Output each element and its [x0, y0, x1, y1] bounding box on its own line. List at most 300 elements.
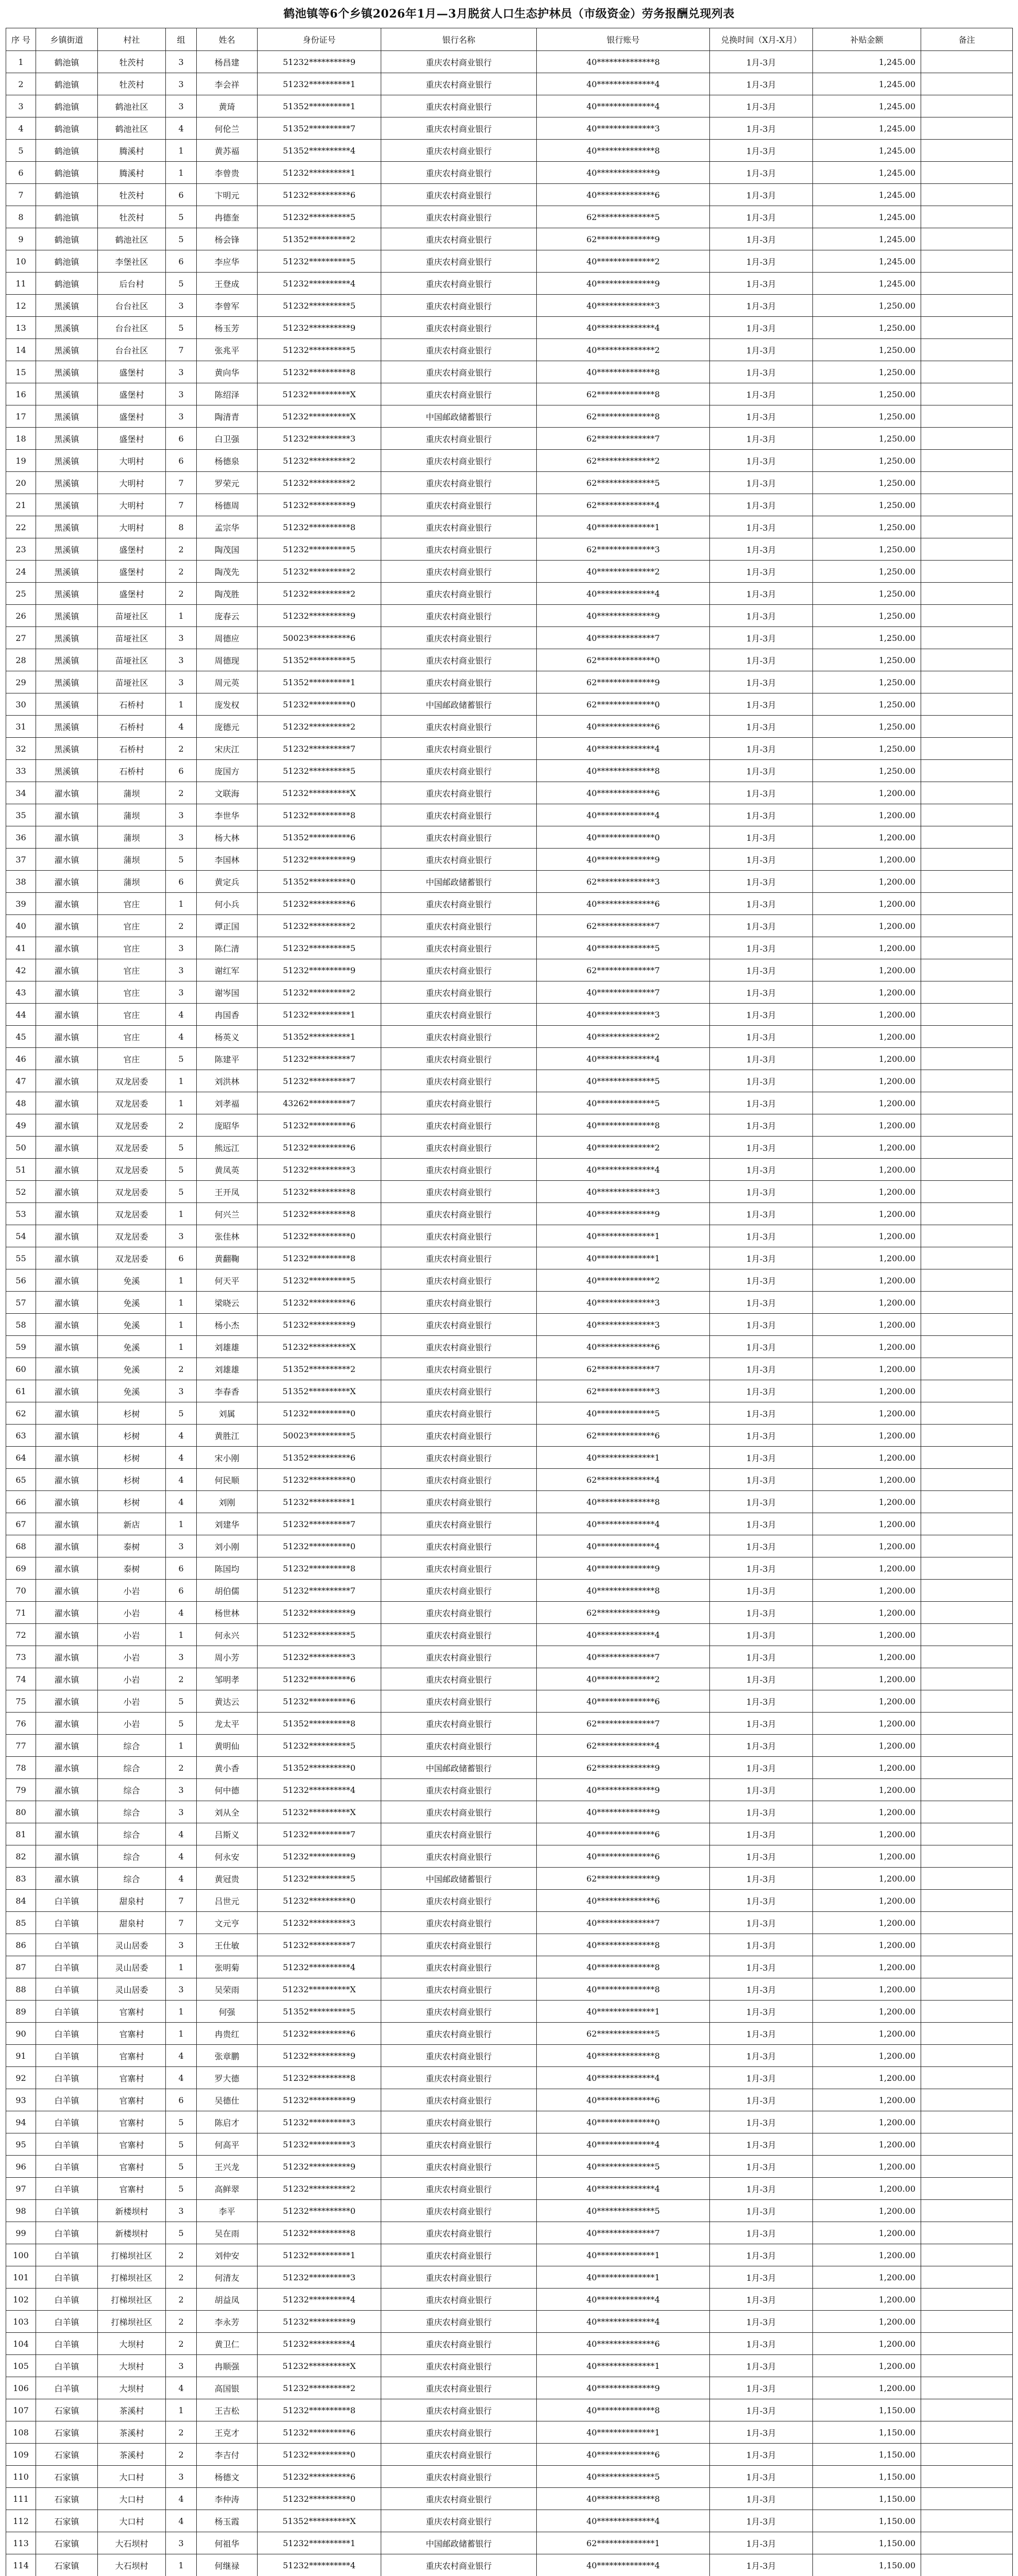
cell-township: 黑溪镇: [36, 627, 98, 649]
cell-township: 石家镇: [36, 2510, 98, 2532]
cell-id-number: 51232**********X: [258, 383, 381, 405]
cell-group: 1: [166, 1269, 197, 1292]
cell-bank-account: 40**************1: [537, 1225, 710, 1247]
cell-bank-name: 重庆农村商业银行: [381, 317, 537, 339]
cell-name: 李吉付: [197, 2444, 258, 2466]
cell-township: 濯水镇: [36, 1247, 98, 1269]
cell-township: 濯水镇: [36, 981, 98, 1004]
cell-name: 周德应: [197, 627, 258, 649]
cell-village: 台台社区: [98, 295, 166, 317]
cell-id-number: 51232**********8: [258, 1557, 381, 1580]
cell-bank-name: 中国邮政储蓄银行: [381, 693, 537, 716]
cell-name: 周德现: [197, 649, 258, 671]
cell-bank-account: 40**************9: [537, 1203, 710, 1225]
cell-village: 杉树: [98, 1469, 166, 1491]
cell-bank-account: 40**************3: [537, 1292, 710, 1314]
cell-id-number: 51232**********6: [258, 2023, 381, 2045]
cell-group: 3: [166, 2355, 197, 2377]
cell-amount: 1,200.00: [813, 1070, 921, 1092]
cell-bank-name: 重庆农村商业银行: [381, 760, 537, 782]
cell-period: 1月-3月: [710, 538, 813, 561]
cell-remarks: [921, 1823, 1013, 1845]
cell-township: 白羊镇: [36, 2266, 98, 2289]
cell-name: 孟宗华: [197, 516, 258, 538]
cell-name: 杨玉芳: [197, 317, 258, 339]
cell-amount: 1,150.00: [813, 2554, 921, 2576]
cell-township: 濯水镇: [36, 1779, 98, 1801]
cell-amount: 1,250.00: [813, 716, 921, 738]
cell-bank-name: 重庆农村商业银行: [381, 472, 537, 494]
cell-name: 杨德泉: [197, 450, 258, 472]
cell-name: 杨世林: [197, 1602, 258, 1624]
cell-bank-account: 40**************3: [537, 295, 710, 317]
cell-period: 1月-3月: [710, 361, 813, 383]
cell-name: 吕斯义: [197, 1823, 258, 1845]
cell-bank-name: 重庆农村商业银行: [381, 494, 537, 516]
cell-group: 7: [166, 1890, 197, 1912]
cell-bank-account: 40**************6: [537, 2444, 710, 2466]
cell-village: 综合: [98, 1845, 166, 1868]
cell-bank-name: 中国邮政储蓄银行: [381, 1757, 537, 1779]
cell-period: 1月-3月: [710, 2377, 813, 2399]
cell-index: 97: [6, 2178, 36, 2200]
cell-remarks: [921, 2067, 1013, 2089]
cell-period: 1月-3月: [710, 959, 813, 981]
table-row: [6, 1535, 1013, 1557]
cell-remarks: [921, 605, 1013, 627]
table-row: [6, 1801, 1013, 1823]
cell-id-number: 51232**********5: [258, 206, 381, 228]
cell-id-number: 51232**********8: [258, 1181, 381, 1203]
cell-id-number: 51232**********9: [258, 1845, 381, 1868]
cell-bank-account: 40**************1: [537, 2244, 710, 2266]
cell-bank-name: 重庆农村商业银行: [381, 1735, 537, 1757]
cell-amount: 1,245.00: [813, 250, 921, 273]
cell-township: 濯水镇: [36, 1690, 98, 1713]
cell-group: 2: [166, 538, 197, 561]
cell-bank-name: 重庆农村商业银行: [381, 1203, 537, 1225]
cell-bank-name: 重庆农村商业银行: [381, 2311, 537, 2333]
table-row: [6, 1513, 1013, 1535]
cell-remarks: [921, 2488, 1013, 2510]
cell-period: 1月-3月: [710, 73, 813, 95]
cell-index: 5: [6, 140, 36, 162]
table-header: [6, 28, 1013, 51]
cell-bank-account: 40**************1: [537, 2421, 710, 2444]
cell-remarks: [921, 1048, 1013, 1070]
cell-group: 4: [166, 117, 197, 140]
cell-bank-account: 40**************7: [537, 627, 710, 649]
table-row: [6, 2333, 1013, 2355]
cell-bank-account: 40**************4: [537, 95, 710, 117]
cell-bank-account: 40**************2: [537, 561, 710, 583]
cell-village: 官庄: [98, 1026, 166, 1048]
cell-village: 免溪: [98, 1380, 166, 1402]
cell-bank-account: 40**************6: [537, 1890, 710, 1912]
cell-bank-account: 62**************4: [537, 494, 710, 516]
cell-amount: 1,150.00: [813, 2421, 921, 2444]
cell-name: 陈建平: [197, 1048, 258, 1070]
cell-period: 1月-3月: [710, 428, 813, 450]
cell-group: 3: [166, 95, 197, 117]
cell-period: 1月-3月: [710, 2266, 813, 2289]
cell-index: 14: [6, 339, 36, 361]
cell-bank-name: 重庆农村商业银行: [381, 1402, 537, 1425]
cell-period: 1月-3月: [710, 1048, 813, 1070]
table-row: [6, 804, 1013, 826]
cell-id-number: 51232**********5: [258, 1624, 381, 1646]
payroll-table: [6, 28, 1013, 2576]
cell-period: 1月-3月: [710, 671, 813, 693]
cell-group: 1: [166, 1092, 197, 1114]
table-row: [6, 1823, 1013, 1845]
table-row: [6, 2488, 1013, 2510]
cell-township: 濯水镇: [36, 1580, 98, 1602]
cell-village: 盛堡村: [98, 561, 166, 583]
cell-village: 泰树: [98, 1557, 166, 1580]
table-row: [6, 317, 1013, 339]
cell-village: 盛堡村: [98, 538, 166, 561]
cell-bank-name: 中国邮政储蓄银行: [381, 405, 537, 428]
cell-amount: 1,245.00: [813, 273, 921, 295]
table-row: [6, 1978, 1013, 2001]
cell-bank-name: 重庆农村商业银行: [381, 1535, 537, 1557]
cell-name: 黄定兵: [197, 871, 258, 893]
payroll-sheet: [6, 0, 1012, 2576]
cell-id-number: 51232**********6: [258, 184, 381, 206]
cell-amount: 1,200.00: [813, 2178, 921, 2200]
table-row: [6, 2421, 1013, 2444]
cell-bank-account: 40**************7: [537, 2222, 710, 2244]
cell-bank-account: 62**************9: [537, 1602, 710, 1624]
table-row: [6, 1845, 1013, 1868]
cell-remarks: [921, 1447, 1013, 1469]
cell-id-number: 51232**********6: [258, 1668, 381, 1690]
cell-period: 1月-3月: [710, 1978, 813, 2001]
cell-name: 陈仁清: [197, 937, 258, 959]
cell-index: 94: [6, 2111, 36, 2133]
cell-period: 1月-3月: [710, 2399, 813, 2421]
table-row: [6, 760, 1013, 782]
cell-village: 官庄: [98, 959, 166, 981]
cell-township: 黑溪镇: [36, 405, 98, 428]
cell-id-number: 51352**********5: [258, 2001, 381, 2023]
table-row: [6, 1004, 1013, 1026]
cell-bank-name: 重庆农村商业银行: [381, 2355, 537, 2377]
cell-index: 19: [6, 450, 36, 472]
cell-bank-name: 重庆农村商业银行: [381, 206, 537, 228]
cell-id-number: 51232**********5: [258, 250, 381, 273]
cell-bank-name: 重庆农村商业银行: [381, 2111, 537, 2133]
cell-id-number: 51232**********2: [258, 561, 381, 583]
cell-bank-name: 重庆农村商业银行: [381, 2244, 537, 2266]
cell-remarks: [921, 162, 1013, 184]
cell-name: 何天平: [197, 1269, 258, 1292]
cell-village: 大口村: [98, 2510, 166, 2532]
cell-name: 刘雄雄: [197, 1358, 258, 1380]
cell-id-number: 51232**********0: [258, 1535, 381, 1557]
cell-index: 58: [6, 1314, 36, 1336]
table-row: [6, 1336, 1013, 1358]
cell-township: 濯水镇: [36, 1203, 98, 1225]
cell-township: 濯水镇: [36, 1469, 98, 1491]
cell-amount: 1,250.00: [813, 693, 921, 716]
cell-bank-account: 40**************4: [537, 2554, 710, 2576]
cell-village: 石桥村: [98, 693, 166, 716]
cell-village: 官寨村: [98, 2067, 166, 2089]
cell-bank-name: 重庆农村商业银行: [381, 2488, 537, 2510]
cell-amount: 1,200.00: [813, 1646, 921, 1668]
table-row: [6, 1624, 1013, 1646]
cell-name: 杨昌建: [197, 51, 258, 73]
cell-name: 黄卫仁: [197, 2333, 258, 2355]
cell-township: 濯水镇: [36, 1425, 98, 1447]
cell-id-number: 51232**********6: [258, 1690, 381, 1713]
cell-group: 7: [166, 1912, 197, 1934]
cell-name: 龙太平: [197, 1713, 258, 1735]
cell-group: 6: [166, 184, 197, 206]
cell-period: 1月-3月: [710, 1203, 813, 1225]
cell-id-number: 51232**********0: [258, 1469, 381, 1491]
cell-township: 鹤池镇: [36, 162, 98, 184]
cell-village: 小岩: [98, 1690, 166, 1713]
cell-index: 90: [6, 2023, 36, 2045]
cell-id-number: 51352**********4: [258, 140, 381, 162]
cell-remarks: [921, 494, 1013, 516]
cell-remarks: [921, 1380, 1013, 1402]
cell-township: 石家镇: [36, 2421, 98, 2444]
cell-bank-name: 重庆农村商业银行: [381, 782, 537, 804]
cell-bank-name: 重庆农村商业银行: [381, 1668, 537, 1690]
cell-group: 1: [166, 1336, 197, 1358]
cell-bank-name: 重庆农村商业银行: [381, 2045, 537, 2067]
cell-group: 3: [166, 383, 197, 405]
cell-id-number: 51352**********1: [258, 1026, 381, 1048]
cell-remarks: [921, 2133, 1013, 2156]
cell-bank-account: 40**************4: [537, 317, 710, 339]
cell-bank-name: 中国邮政储蓄银行: [381, 1868, 537, 1890]
table-row: [6, 472, 1013, 494]
cell-id-number: 51232**********9: [258, 317, 381, 339]
cell-group: 3: [166, 959, 197, 981]
cell-name: 庞昭华: [197, 1114, 258, 1137]
table-row: [6, 2001, 1013, 2023]
cell-amount: 1,200.00: [813, 2244, 921, 2266]
cell-township: 黑溪镇: [36, 516, 98, 538]
cell-village: 官寨村: [98, 2045, 166, 2067]
cell-village: 官庄: [98, 893, 166, 915]
cell-id-number: 51232**********7: [258, 1823, 381, 1845]
table-row: [6, 383, 1013, 405]
cell-id-number: 51232**********0: [258, 693, 381, 716]
cell-period: 1月-3月: [710, 583, 813, 605]
cell-bank-account: 62**************8: [537, 405, 710, 428]
cell-bank-account: 62**************4: [537, 1469, 710, 1491]
cell-village: 牡茨村: [98, 206, 166, 228]
cell-bank-name: 重庆农村商业银行: [381, 73, 537, 95]
cell-index: 23: [6, 538, 36, 561]
cell-remarks: [921, 959, 1013, 981]
cell-bank-name: 重庆农村商业银行: [381, 1801, 537, 1823]
cell-index: 61: [6, 1380, 36, 1402]
cell-remarks: [921, 1137, 1013, 1159]
cell-bank-account: 40**************4: [537, 1535, 710, 1557]
cell-id-number: 51232**********8: [258, 2222, 381, 2244]
cell-amount: 1,200.00: [813, 1602, 921, 1624]
cell-bank-name: 重庆农村商业银行: [381, 1137, 537, 1159]
cell-amount: 1,250.00: [813, 516, 921, 538]
cell-name: 杨德文: [197, 2466, 258, 2488]
cell-id-number: 51232**********2: [258, 981, 381, 1004]
cell-bank-account: 62**************7: [537, 428, 710, 450]
table-row: [6, 2554, 1013, 2576]
cell-township: 石家镇: [36, 2399, 98, 2421]
cell-bank-name: 重庆农村商业银行: [381, 2266, 537, 2289]
cell-name: 刘雄雄: [197, 1336, 258, 1358]
cell-period: 1月-3月: [710, 981, 813, 1004]
cell-index: 60: [6, 1358, 36, 1380]
table-row: [6, 1402, 1013, 1425]
cell-amount: 1,200.00: [813, 1269, 921, 1292]
cell-group: 3: [166, 73, 197, 95]
cell-village: 蒲坝: [98, 849, 166, 871]
table-row: [6, 1247, 1013, 1269]
cell-township: 白羊镇: [36, 2200, 98, 2222]
cell-township: 濯水镇: [36, 849, 98, 871]
cell-remarks: [921, 1757, 1013, 1779]
table-row: [6, 1269, 1013, 1292]
cell-period: 1月-3月: [710, 804, 813, 826]
cell-bank-name: 重庆农村商业银行: [381, 1779, 537, 1801]
cell-village: 双龙居委: [98, 1159, 166, 1181]
cell-bank-name: 重庆农村商业银行: [381, 383, 537, 405]
table-row: [6, 716, 1013, 738]
cell-bank-name: 重庆农村商业银行: [381, 1159, 537, 1181]
table-row: [6, 2399, 1013, 2421]
cell-village: 杉树: [98, 1425, 166, 1447]
cell-index: 46: [6, 1048, 36, 1070]
cell-township: 白羊镇: [36, 2377, 98, 2399]
cell-bank-account: 40**************0: [537, 2111, 710, 2133]
cell-remarks: [921, 95, 1013, 117]
cell-index: 98: [6, 2200, 36, 2222]
cell-village: 牡茨村: [98, 184, 166, 206]
cell-period: 1月-3月: [710, 627, 813, 649]
cell-id-number: 51232**********3: [258, 1646, 381, 1668]
table-row: [6, 782, 1013, 804]
cell-amount: 1,200.00: [813, 2222, 921, 2244]
table-row: [6, 339, 1013, 361]
cell-township: 濯水镇: [36, 1292, 98, 1314]
cell-bank-account: 40**************6: [537, 893, 710, 915]
cell-group: 2: [166, 561, 197, 583]
cell-township: 濯水镇: [36, 915, 98, 937]
cell-township: 黑溪镇: [36, 538, 98, 561]
table-row: [6, 1137, 1013, 1159]
cell-amount: 1,250.00: [813, 339, 921, 361]
cell-village: 小岩: [98, 1646, 166, 1668]
cell-index: 48: [6, 1092, 36, 1114]
cell-id-number: 51232**********1: [258, 73, 381, 95]
cell-bank-name: 重庆农村商业银行: [381, 1004, 537, 1026]
cell-period: 1月-3月: [710, 2244, 813, 2266]
cell-period: 1月-3月: [710, 1513, 813, 1535]
cell-period: 1月-3月: [710, 51, 813, 73]
cell-amount: 1,200.00: [813, 2133, 921, 2156]
cell-amount: 1,245.00: [813, 73, 921, 95]
cell-village: 茶溪村: [98, 2444, 166, 2466]
cell-bank-account: 62**************3: [537, 538, 710, 561]
cell-bank-account: 40**************7: [537, 1912, 710, 1934]
cell-bank-name: 重庆农村商业银行: [381, 1425, 537, 1447]
cell-village: 茶溪村: [98, 2399, 166, 2421]
cell-bank-name: 重庆农村商业银行: [381, 2510, 537, 2532]
table-row: [6, 428, 1013, 450]
table-row: [6, 2156, 1013, 2178]
cell-bank-name: 重庆农村商业银行: [381, 1978, 537, 2001]
cell-township: 黑溪镇: [36, 693, 98, 716]
cell-name: 张佳林: [197, 1225, 258, 1247]
col-header-bank-account: 银行账号: [537, 28, 710, 51]
cell-group: 6: [166, 1557, 197, 1580]
cell-id-number: 51232**********3: [258, 2266, 381, 2289]
cell-township: 濯水镇: [36, 1845, 98, 1868]
cell-village: 新楼坝村: [98, 2200, 166, 2222]
cell-remarks: [921, 2244, 1013, 2266]
cell-remarks: [921, 1159, 1013, 1181]
cell-township: 白羊镇: [36, 2045, 98, 2067]
cell-name: 周小芳: [197, 1646, 258, 1668]
cell-bank-name: 重庆农村商业银行: [381, 273, 537, 295]
table-row: [6, 915, 1013, 937]
cell-amount: 1,200.00: [813, 2111, 921, 2133]
cell-village: 小岩: [98, 1602, 166, 1624]
cell-bank-account: 40**************9: [537, 605, 710, 627]
cell-period: 1月-3月: [710, 1779, 813, 1801]
cell-remarks: [921, 2377, 1013, 2399]
cell-id-number: 51232**********0: [258, 2444, 381, 2466]
cell-village: 官寨村: [98, 2111, 166, 2133]
cell-group: 3: [166, 1801, 197, 1823]
cell-group: 1: [166, 2023, 197, 2045]
cell-remarks: [921, 1978, 1013, 2001]
table-row: [6, 1070, 1013, 1092]
cell-village: 双龙居委: [98, 1137, 166, 1159]
cell-id-number: 51232**********X: [258, 2355, 381, 2377]
cell-name: 黄凤英: [197, 1159, 258, 1181]
cell-period: 1月-3月: [710, 1380, 813, 1402]
cell-period: 1月-3月: [710, 162, 813, 184]
cell-remarks: [921, 361, 1013, 383]
cell-village: 小岩: [98, 1713, 166, 1735]
cell-amount: 1,200.00: [813, 1336, 921, 1358]
table-row: [6, 2089, 1013, 2111]
cell-township: 黑溪镇: [36, 716, 98, 738]
cell-village: 双龙居委: [98, 1070, 166, 1092]
cell-period: 1月-3月: [710, 1956, 813, 1978]
cell-bank-account: 40**************8: [537, 2488, 710, 2510]
cell-bank-name: 重庆农村商业银行: [381, 2377, 537, 2399]
cell-period: 1月-3月: [710, 1890, 813, 1912]
cell-id-number: 51232**********4: [258, 1779, 381, 1801]
cell-index: 96: [6, 2156, 36, 2178]
cell-period: 1月-3月: [710, 450, 813, 472]
cell-amount: 1,200.00: [813, 2067, 921, 2089]
cell-index: 4: [6, 117, 36, 140]
cell-remarks: [921, 804, 1013, 826]
cell-remarks: [921, 1181, 1013, 1203]
cell-id-number: 51352**********1: [258, 671, 381, 693]
